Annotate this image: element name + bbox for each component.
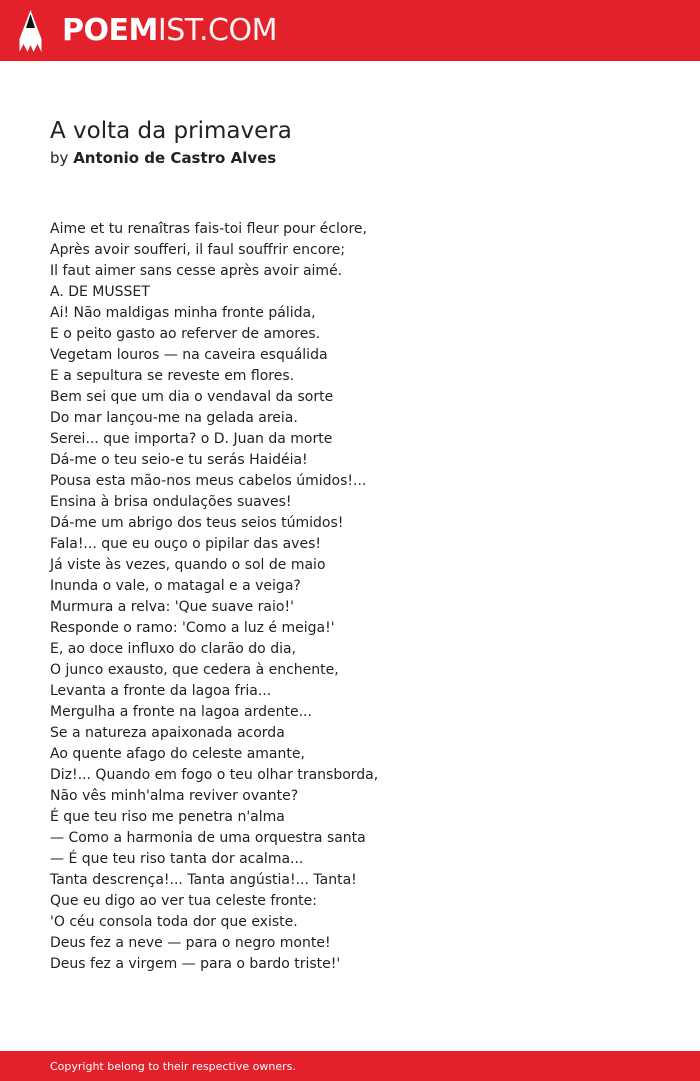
poem-line: E a sepultura se reveste em flores.	[50, 368, 295, 384]
poem-line: 'O céu consola toda dor que existe.	[50, 914, 298, 930]
poem-line: Levanta a fronte da lagoa fria...	[50, 683, 272, 699]
poem-line: Do mar lançou-me na gelada areia.	[50, 410, 298, 426]
poem-line: Diz!... Quando em fogo o teu olhar transborda,	[50, 767, 379, 783]
logo-brand-light: IST.COM	[157, 13, 277, 48]
poem-author: Antonio de Castro Alves	[73, 149, 277, 167]
poem-line: Responde o ramo: 'Como a luz é meiga!'	[50, 620, 335, 636]
poem-line: Pousa esta mão-nos meus cabelos úmidos!...	[50, 473, 367, 489]
logo-brand-bold: POEM	[62, 13, 158, 48]
pencil-icon	[18, 9, 43, 52]
poem-line: Bem sei que um dia o vendaval da sorte	[50, 389, 334, 405]
poem-byline	[50, 148, 276, 169]
poem-line: Serei... que importa? o D. Juan da morte	[50, 431, 333, 447]
site-header	[0, 0, 700, 61]
by-label: by	[50, 149, 69, 167]
poem-line: Dá-me um abrigo dos teus seios túmidos!	[50, 515, 344, 531]
poem-line: Murmura a relva: 'Que suave raio!'	[50, 599, 294, 615]
poem-line: Il faut aimer sans cesse après avoir aimé.	[50, 263, 343, 279]
poem-line: Après avoir soufferi, il faul souffrir encore;	[50, 242, 346, 258]
poem-line: — Como a harmonia de uma orquestra santa	[50, 830, 366, 846]
poem-line: Já viste às vezes, quando o sol de maio	[50, 557, 326, 573]
poem-title: A volta da primavera	[50, 118, 292, 144]
poem-line: Se a natureza apaixonada acorda	[50, 725, 285, 741]
poem-line: — É que teu riso tanta dor acalma...	[50, 851, 304, 867]
poem-line: É que teu riso me penetra n'alma	[50, 809, 285, 825]
poem-line: Mergulha a fronte na lagoa ardente...	[50, 704, 312, 720]
poem-line: Aime et tu renaîtras fais-toi fleur pour éclore,	[50, 221, 367, 237]
site-logo[interactable]	[18, 9, 277, 52]
poem-line: Ensina à brisa ondulações suaves!	[50, 494, 292, 510]
poem-line: Ao quente afago do celeste amante,	[50, 746, 305, 762]
poem-line: E o peito gasto ao referver de amores.	[50, 326, 321, 342]
site-footer	[0, 1051, 700, 1081]
poem-line: A. DE MUSSET	[50, 284, 150, 300]
poem-line: Ai! Não maldigas minha fronte pálida,	[50, 305, 316, 321]
poem-line: Deus fez a virgem — para o bardo triste!'	[50, 956, 341, 972]
poem-line: Que eu digo ao ver tua celeste fronte:	[50, 893, 317, 909]
poem-line: Dá-me o teu seio-e tu serás Haidéia!	[50, 452, 308, 468]
poem-line: O junco exausto, que cedera à enchente,	[50, 662, 339, 678]
poem-line: Não vês minh'alma reviver ovante?	[50, 788, 299, 804]
poem-line: Tanta descrença!... Tanta angústia!... Tanta!	[50, 872, 357, 888]
poem-line: E, ao doce influxo do clarão do dia,	[50, 641, 297, 657]
site-logo-text	[62, 9, 277, 52]
poem-body	[50, 219, 670, 975]
poem-line: Vegetam louros — na caveira esquálida	[50, 347, 328, 363]
poem-line: Fala!... que eu ouço o pipilar das aves!	[50, 536, 321, 552]
poem-line: Deus fez a neve — para o negro monte!	[50, 935, 331, 951]
poem-line: Inunda o vale, o matagal e a veiga?	[50, 578, 301, 594]
copyright-notice: Copyright belong to their respective owners.	[50, 1060, 296, 1073]
